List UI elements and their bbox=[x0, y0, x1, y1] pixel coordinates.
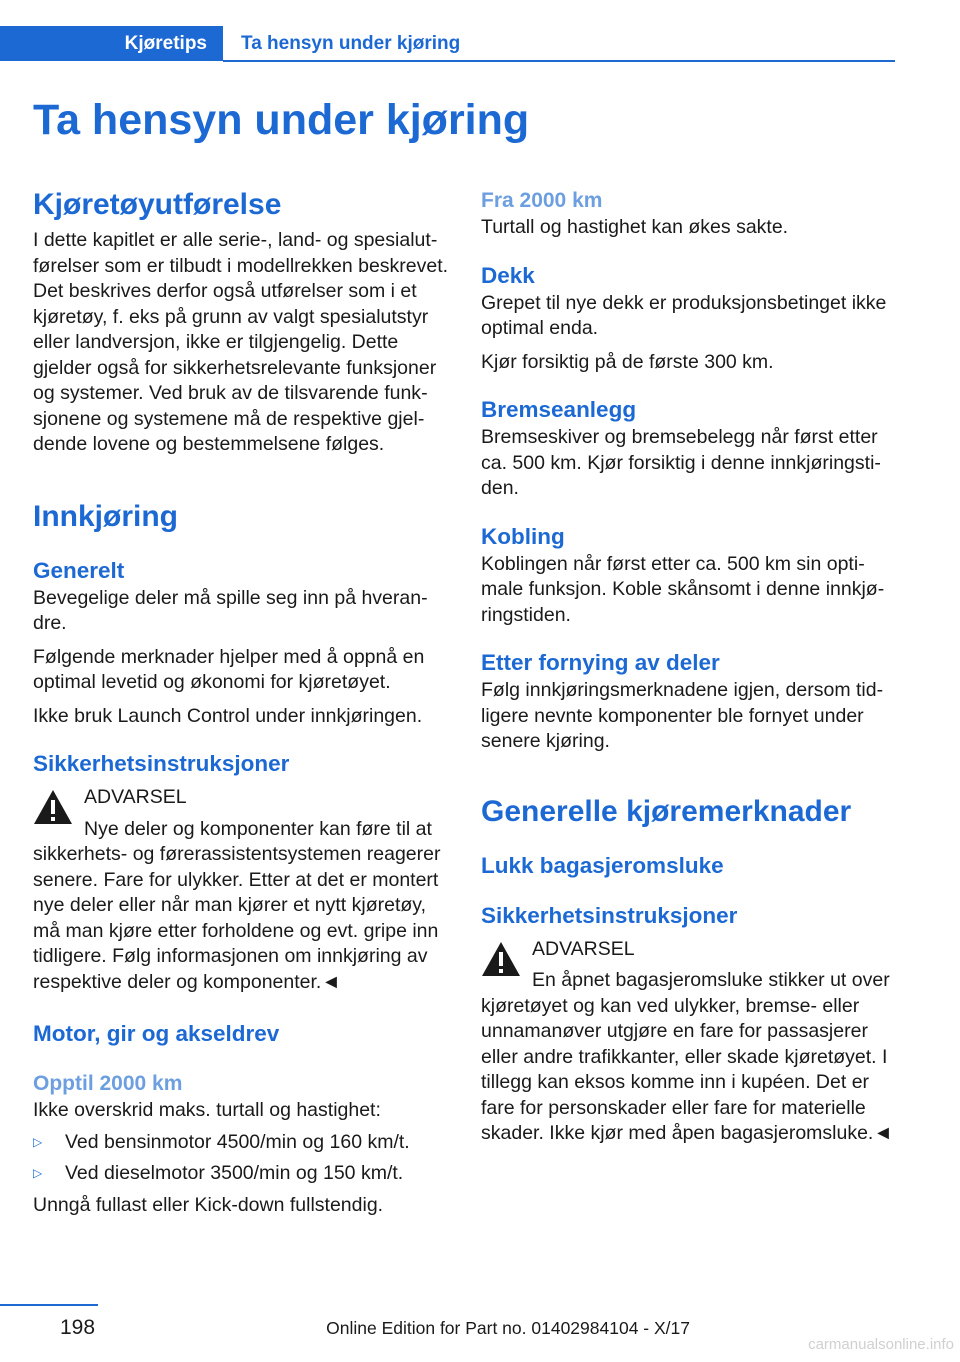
avoid-full-load-text: Unngå fullast eller Kick-down fullstendig. bbox=[33, 1193, 384, 1216]
after-replacement-text: Følg innkjøringsmerknadene igjen, dersom tidligere nevnte komponenter ble fornyet under senere kjøring. bbox=[481, 679, 884, 752]
tires-text-1: Grepet til nye dekk er produksjonsbetinget ikke optimal enda. bbox=[481, 291, 887, 339]
heading-tires: Dekk bbox=[481, 262, 535, 288]
warning-text-rest: kjøretøyet og kan ved ulykker, bremse- eller unnamanøver utgjøre en fare for passasjerer eller andre trafikkanter, eller skade kjøretøyet. I tillegg kan eksos komme inn i kupéen. Det er fare for personskader eller fare for materielle skader. Ikke kjør med åpen bagasjeromsluke.◄ bbox=[481, 994, 893, 1144]
triangle-bullet-icon: ▷ bbox=[33, 1134, 43, 1149]
section-tab[interactable]: Kjøretips bbox=[0, 26, 223, 61]
watermark: carmanualsonline.info bbox=[808, 1336, 954, 1353]
from-2000-text: Turtall og hastighet kan økes sakte. bbox=[481, 216, 789, 238]
heading-break-in: Innkjøring bbox=[33, 499, 178, 533]
footer-divider bbox=[0, 1304, 98, 1306]
warning-text-rest: sikkerhets- og førerassistentsystemen reagerer senere. Fare for ulykker. Etter at det er montert nye deler eller når man kjører et nytt kjøretøy, må man kjøre etter forholdene og evt. gripe inn tidligere. Følg informasjonen om innkjøring av respektive deler og komponenter.◄ bbox=[33, 843, 441, 993]
list-item: ▷ Ved dieselmotor 3500/min og 150 km/t. bbox=[33, 1161, 449, 1187]
tires-text-2: Kjør forsiktig på de første 300 km. bbox=[481, 350, 774, 373]
warning-triangle-icon bbox=[481, 941, 521, 977]
general-text-1: Bevegelige deler må spille seg inn på hverandre. bbox=[33, 586, 428, 634]
header-divider bbox=[223, 60, 895, 62]
edition-note: Online Edition for Part no. 01402984104 - X/17 bbox=[326, 1318, 690, 1338]
heading-vehicle-version: Kjøretøyutførelse bbox=[33, 188, 282, 221]
breadcrumb[interactable]: Ta hensyn under kjøring bbox=[241, 33, 461, 54]
triangle-bullet-icon: ▷ bbox=[33, 1166, 43, 1180]
rpm-limits-list bbox=[33, 1130, 449, 1187]
heading-after-replacement: Etter fornying av deler bbox=[481, 650, 720, 675]
general-text-3: Ikke bruk Launch Control under innkjøringen. bbox=[33, 704, 423, 727]
warning-block-trunk bbox=[481, 937, 897, 1147]
page-number: 198 bbox=[60, 1316, 96, 1339]
clutch-text: Koblingen når først etter ca. 500 km sin optimale funksjon. Koble skånsomt i denne innkjøringstiden. bbox=[481, 552, 885, 626]
warning-text-first: Nye deler og komponenter kan føre til at bbox=[84, 817, 432, 840]
heading-general: Generelt bbox=[33, 557, 125, 583]
heading-clutch: Kobling bbox=[481, 523, 565, 549]
warning-text-first: En åpnet bagasjeromsluke stikker ut over bbox=[532, 969, 890, 991]
heading-engine: Motor, gir og akseldrev bbox=[33, 1021, 280, 1046]
heading-brakes: Bremseanlegg bbox=[481, 397, 637, 422]
heading-from-2000: Fra 2000 km bbox=[481, 189, 603, 212]
vehicle-version-text: I dette kapitlet er alle serie-, land- og spesialutførelser som er tilbudt i modellrekken beskrevet. Det beskrives derfor også utførelser som i et kjøretøy, f. eks på grunn av valgt spesialutstyr eller landversjon, ikke er tilgjengelig. Dette gjelder også for sikkerhetsrelevante funksjoner og systemer. Ved bruk av de tilsvarende funksjonene og systemene må de respektive gjeldende lovene og bestemmelsene følges. bbox=[33, 229, 449, 455]
left-column bbox=[33, 186, 449, 1218]
general-text-2: Følgende merknader hjelper med å oppnå en optimal levetid og økonomi for kjøretøyet. bbox=[33, 645, 425, 693]
warning-triangle-icon bbox=[33, 789, 73, 825]
heading-safety-left: Sikkerhetsinstruksjoner bbox=[33, 751, 290, 776]
page-title: Ta hensyn under kjøring bbox=[33, 96, 530, 144]
brakes-text: Bremseskiver og bremsebelegg når først etter ca. 500 km. Kjør forsiktig i denne innkjøringstiden. bbox=[481, 426, 881, 499]
running-header bbox=[0, 26, 895, 62]
right-column bbox=[481, 186, 897, 1147]
up-to-2000-text: Ikke overskrid maks. turtall og hastighet: bbox=[33, 1099, 381, 1121]
warning-label: ADVARSEL bbox=[532, 937, 635, 960]
heading-safety-right: Sikkerhetsinstruksjoner bbox=[481, 902, 738, 928]
list-item: ▷ Ved bensinmotor 4500/min og 160 km/t. bbox=[33, 1130, 449, 1156]
warning-block-new-parts bbox=[33, 785, 449, 995]
heading-up-to-2000: Opptil 2000 km bbox=[33, 1072, 183, 1095]
heading-close-trunk: Lukk bagasjeromsluke bbox=[481, 852, 724, 878]
warning-label: ADVARSEL bbox=[84, 786, 187, 808]
heading-general-driving: Generelle kjøremerknader bbox=[481, 794, 852, 828]
